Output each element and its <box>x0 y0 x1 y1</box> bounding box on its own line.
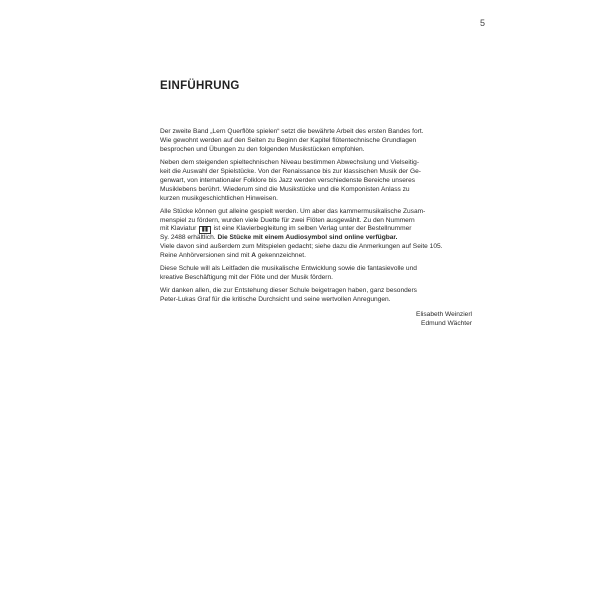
text-line: Viele davon sind außerdem zum Mitspielen gedacht; siehe dazu die Anmerkungen auf Seite 105. <box>160 243 443 251</box>
text-line: besprochen und Übungen zu den folgenden Musikstücken empfohlen. <box>160 145 365 153</box>
author-name: Edmund Wächter <box>421 320 472 327</box>
page-title: EINFÜHRUNG <box>160 80 240 92</box>
text-line: Neben dem steigenden spieltechnischen Niveau bestimmen Abwechslung und Vielseitig- <box>160 158 420 166</box>
text-line: keit die Auswahl der Spielstücke. Von der Renaissance bis zur klassischen Musik der Ge- <box>160 167 421 175</box>
author-name: Elisabeth Weinzierl <box>416 311 472 318</box>
text-line: Wir danken allen, die zur Entstehung dieser Schule beigetragen haben, ganz besonders <box>160 287 417 295</box>
text-line: kreative Beschäftigung mit der Flöte und der Musik fördern. <box>160 274 333 282</box>
text-line <box>160 225 472 234</box>
text-line: Musiklebens berührt. Wiederum sind die Musikstücke und die Komponisten Anlass zu <box>160 185 410 193</box>
text-fragment: ist eine Klavierbegleitung im selben Verlag unter der Bestellnummer <box>213 225 412 233</box>
text-fragment: mit Klaviatur <box>160 225 197 233</box>
text-line: Der zweite Band „Lern Querflöte spielen“ setzt die bewährte Arbeit des ersten Bandes fort. <box>160 128 424 135</box>
text-line: kurzen musikgeschichtlichen Hinweisen. <box>160 194 279 202</box>
text-line: Alle Stücke können gut alleine gespielt werden. Um aber das kammermusikalische Zusam- <box>160 207 426 215</box>
text-line: menspiel zu fördern, wurden viele Duette für zwei Flöten ausgewählt. Zu den Nummern <box>160 216 415 224</box>
text-line: Wie gewohnt werden auf den Seiten zu Beginn der Kapitel flötentechnische Grundlagen <box>160 136 417 144</box>
text-fragment: Reine Anhörversionen sind mit <box>160 252 250 260</box>
bold-text: Die Stücke mit einem Audiosymbol sind online verfügbar. <box>217 234 398 242</box>
page-number: 5 <box>480 18 486 28</box>
text-line: genwart, von internationaler Folklore bis Jazz werden verschiedenste Bereiche unseres <box>160 176 416 184</box>
paragraph-duets <box>160 208 472 262</box>
signature-block <box>300 310 472 328</box>
paragraph-selection <box>160 159 472 204</box>
introduction-body <box>160 128 472 309</box>
keyboard-icon: ▮▮ <box>199 226 211 235</box>
paragraph-thanks <box>160 287 472 305</box>
text-line: Peter-Lukas Graf für die kritische Durchsicht und seine wertvollen Anregungen. <box>160 296 391 304</box>
text-line: Diese Schule will als Leitfaden die musikalische Entwicklung sowie die fantasievolle und <box>160 265 417 273</box>
text-line <box>160 252 472 261</box>
text-fragment: gekennzeichnet. <box>257 252 306 260</box>
paragraph-intro <box>160 128 472 155</box>
text-fragment: Sy. 2488 erhältlich. <box>160 234 216 242</box>
paragraph-purpose <box>160 265 472 283</box>
text-line <box>160 234 472 243</box>
audio-mark: A <box>251 252 257 260</box>
